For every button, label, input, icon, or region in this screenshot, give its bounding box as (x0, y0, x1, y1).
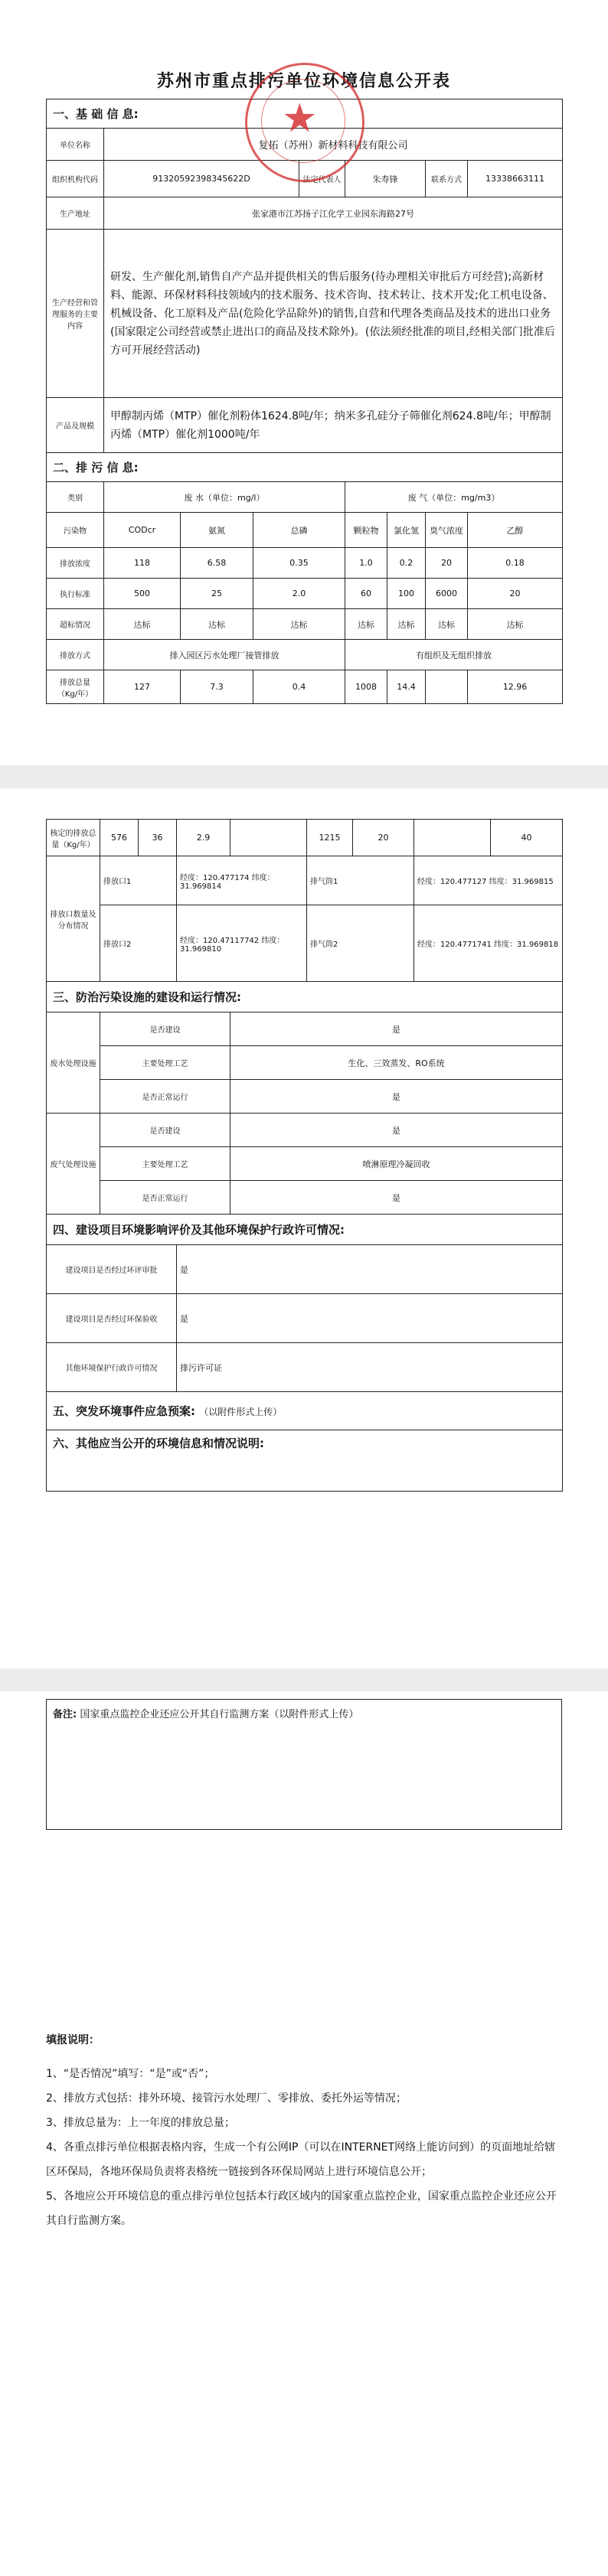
table-cell: 达标 (253, 609, 345, 640)
water-running-value: 是 (230, 1080, 563, 1114)
table-cell: 12.96 (468, 670, 563, 704)
address-label: 生产地址 (47, 197, 104, 230)
instruction-item: 3、排放总量为：上一年度的排放总量； (46, 2117, 235, 2129)
table-cell: 达标 (104, 609, 181, 640)
address-value: 张家港市江苏扬子江化学工业园东海路27号 (104, 197, 563, 230)
outlet-label: 排放口数量及分布情况 (47, 856, 100, 982)
remark-label: 备注: (53, 1709, 77, 1720)
contact-label: 联系方式 (426, 161, 468, 197)
gas-col-ethanol: 乙醇 (468, 513, 563, 548)
scale-value: 甲醇制丙烯（MTP）催化剂粉体1624.8吨/年；纳米多孔硅分子筛催化剂624.8吨/年；甲醇制丙烯（MTP）催化剂1000吨/年 (104, 398, 563, 453)
disclosure-table-part2 (46, 819, 563, 1492)
remark-cell (47, 1700, 562, 1830)
table-cell: 100 (387, 579, 426, 609)
instructions-heading: 填报说明： (46, 2034, 100, 2046)
table-cell: 1008 (345, 670, 387, 704)
row-exceed-label: 超标情况 (47, 609, 104, 640)
outlet-gas-1-name: 排气筒1 (307, 856, 414, 905)
water-running-label: 是否正常运行 (100, 1080, 230, 1114)
water-col-ammonia: 氨氮 (181, 513, 253, 548)
outlet-water-2-name: 排放口2 (100, 905, 177, 982)
section-other-heading: 六、其他应当公开的环境信息和情况说明: (47, 1430, 563, 1492)
unit-name-value: 复拓（苏州）新材料科技有限公司 (104, 129, 563, 161)
type-label: 类别 (47, 482, 104, 513)
table-cell: 0.18 (468, 548, 563, 579)
table-cell: 2.9 (177, 820, 230, 856)
eia-other-value: 排污许可证 (177, 1343, 563, 1392)
document-title: 苏州市重点排污单位环境信息公开表 (156, 72, 451, 91)
table-cell: 2.0 (253, 579, 345, 609)
water-built-label: 是否建设 (100, 1012, 230, 1046)
business-value: 研发、生产催化剂,销售自产产品并提供相关的售后服务(待办理相关审批后方可经营);高新材料、能源、环保材料科技领域内的技术服务、技术咨询、技术转让、技术开发;化工机电设备、机械设备、化工原料及产品(危险化学品除外)的销售,自营和代理各类商品及技术的进出口业务(国家限定公司经营或禁止进出口的商品及技术除外)。(依法须经批准的项目,经相关部门批准后方可开展经营活动) (104, 230, 563, 398)
table-cell (230, 820, 307, 856)
unit-name-label: 单位名称 (47, 129, 104, 161)
section-facilities-heading: 三、防治污染设施的建设和运行情况: (47, 982, 563, 1012)
eia-other-label: 其他环境保护行政许可情况 (47, 1343, 177, 1392)
water-col-phosphorus: 总磷 (253, 513, 345, 548)
eia-acceptance-value: 是 (177, 1294, 563, 1343)
row-concentration-label: 排放浓度 (47, 548, 104, 579)
gas-col-odor: 臭气浓度 (426, 513, 468, 548)
outlet-gas-1-coords: 经度：120.477127 纬度：31.969815 (414, 856, 563, 905)
table-cell: 576 (100, 820, 139, 856)
gas-process-label: 主要处理工艺 (100, 1147, 230, 1181)
table-cell: 0.2 (387, 548, 426, 579)
table-cell: 0.4 (253, 670, 345, 704)
outlet-gas-2-coords: 经度：120.4771741 纬度：31.969818 (414, 905, 563, 982)
section-eia-heading: 四、建设项目环境影响评价及其他环境保护行政许可情况: (47, 1215, 563, 1245)
outlet-water-1-name: 排放口1 (100, 856, 177, 905)
table-cell: 500 (104, 579, 181, 609)
water-built-value: 是 (230, 1012, 563, 1046)
legal-rep-label: 法定代表人 (299, 161, 345, 197)
outlet-water-1-coords: 经度：120.477174 纬度：31.969814 (177, 856, 307, 905)
section-basic-heading: 一、基 础 信 息: (47, 99, 563, 129)
gas-facility-label: 废气处理设施 (47, 1114, 100, 1215)
legal-rep-value: 朱寿锋 (345, 161, 426, 197)
table-cell: 6000 (426, 579, 468, 609)
table-cell: 1.0 (345, 548, 387, 579)
water-method-value: 排入园区污水处理厂接管排放 (104, 640, 345, 670)
table-cell: 达标 (181, 609, 253, 640)
eia-acceptance-label: 建设项目是否经过环保验收 (47, 1294, 177, 1343)
gas-header: 废 气（单位：mg/m3） (345, 482, 563, 513)
table-cell: 20 (353, 820, 414, 856)
instruction-item: 5、各地应公开环境信息的重点排污单位包括本行政区域内的国家重点监控企业，国家重点监控企业还应公开其自行监测方案。 (46, 2190, 557, 2227)
table-cell: 36 (139, 820, 177, 856)
instruction-item: 2、排放方式包括：排外环境、接管污水处理厂、零排放、委托外运等情况； (46, 2092, 407, 2105)
water-header: 废 水（单位：mg/l） (104, 482, 345, 513)
pollutant-label: 污染物 (47, 513, 104, 548)
gas-built-value: 是 (230, 1114, 563, 1147)
outlet-water-2-coords: 经度：120.47117742 纬度：31.969810 (177, 905, 307, 982)
outlet-gas-2-name: 排气筒2 (307, 905, 414, 982)
approved-label: 核定的排放总量（Kg/年） (47, 820, 100, 856)
water-process-label: 主要处理工艺 (100, 1046, 230, 1080)
eia-approval-value: 是 (177, 1245, 563, 1294)
gas-running-label: 是否正常运行 (100, 1181, 230, 1215)
table-cell: 0.35 (253, 548, 345, 579)
table-cell: 达标 (468, 609, 563, 640)
emergency-note: （以附件形式上传） (199, 1407, 283, 1417)
table-cell: 达标 (345, 609, 387, 640)
remark-text: 国家重点监控企业还应公开其自行监测方案（以附件形式上传） (80, 1709, 359, 1720)
table-cell: 20 (426, 548, 468, 579)
instruction-item: 4、各重点排污单位根据表格内容，生成一个有公网IP（可以在INTERNET网络上能访问到）的页面地址给辖区环保局，各地环保局负责将表格统一链接到各环保局网站上进行环境信息公开； (46, 2141, 556, 2178)
business-label: 生产经营和管理服务的主要内容 (47, 230, 104, 398)
table-cell: 达标 (426, 609, 468, 640)
gas-col-hcl: 氯化氢 (387, 513, 426, 548)
table-cell: 40 (491, 820, 563, 856)
table-cell: 25 (181, 579, 253, 609)
gas-running-value: 是 (230, 1181, 563, 1215)
row-standard-label: 执行标准 (47, 579, 104, 609)
org-code-label: 组织机构代码 (47, 161, 104, 197)
table-cell (414, 820, 491, 856)
instructions (46, 2028, 562, 2233)
eia-approval-label: 建设项目是否经过环评审批 (47, 1245, 177, 1294)
table-cell: 127 (104, 670, 181, 704)
gas-col-particulate: 颗粒物 (345, 513, 387, 548)
section-emergency (47, 1392, 563, 1430)
emergency-heading: 五、突发环境事件应急预案: (53, 1404, 195, 1418)
table-cell: 7.3 (181, 670, 253, 704)
table-cell: 20 (468, 579, 563, 609)
table-cell: 118 (104, 548, 181, 579)
water-facility-label: 废水处理设施 (47, 1012, 100, 1114)
org-code-value: 91320592398345622D (104, 161, 299, 197)
table-cell: 达标 (387, 609, 426, 640)
remark-table (46, 1699, 562, 1830)
water-process-value: 生化、三效蒸发、RO系统 (230, 1046, 563, 1080)
scale-label: 产品及规模 (47, 398, 104, 453)
table-cell: 1215 (307, 820, 353, 856)
gas-built-label: 是否建设 (100, 1114, 230, 1147)
disclosure-table-part1 (46, 99, 563, 704)
table-cell (426, 670, 468, 704)
section-emission-heading: 二、排 污 信 息: (47, 453, 563, 482)
company-seal: ★ (245, 63, 364, 182)
table-cell: 60 (345, 579, 387, 609)
table-cell: 6.58 (181, 548, 253, 579)
total-label: 排放总量（Kg/年） (47, 670, 104, 704)
water-col-cod: CODcr (104, 513, 181, 548)
page-2 (0, 788, 608, 1668)
contact-value: 13338663111 (468, 161, 563, 197)
table-cell: 14.4 (387, 670, 426, 704)
gas-method-value: 有组织及无组织排放 (345, 640, 563, 670)
gas-process-value: 喷淋原理冷凝回收 (230, 1147, 563, 1181)
method-label: 排放方式 (47, 640, 104, 670)
instruction-item: 1、“是否情况”填写：“是”或“否”； (46, 2068, 215, 2080)
page-1 (0, 0, 608, 765)
page-3 (0, 1691, 608, 2576)
